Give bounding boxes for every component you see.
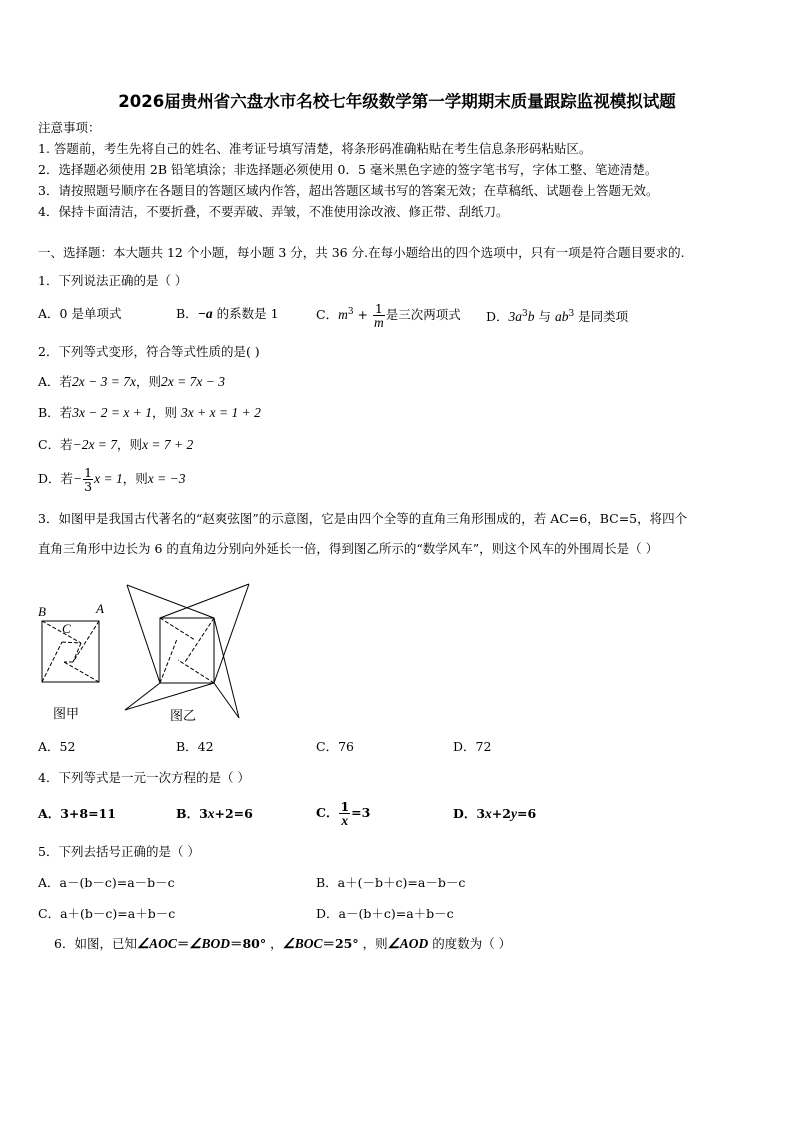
q2-option-b: B．若3x − 2 = x + 1，则 3x + x = 1 + 2 — [38, 405, 261, 420]
q3-option-b: B．42 — [176, 739, 214, 754]
figure-yi — [125, 584, 249, 718]
caption-jia: 图甲 — [53, 707, 80, 722]
q5-option-d: D．a－(b＋c)=a＋b－c — [316, 906, 454, 921]
page-title: 2026届贵州省六盘水市名校七年级数学第一学期期末质量跟踪监视模拟试题 — [118, 92, 676, 111]
q1-option-a: A．0 是单项式 — [38, 306, 122, 321]
label-c: C — [62, 621, 71, 636]
q6-stem: 6．如图，已知∠AOC＝∠BOD＝80° ，∠BOC＝25° ，则∠AOD 的度数为（ ） — [54, 936, 512, 951]
q4-option-a: A．3+8=11 — [38, 806, 116, 821]
q3-option-c: C．76 — [316, 739, 354, 754]
q1-option-b: B．−a 的系数是 1 — [176, 306, 279, 321]
notice-item-4: 4．保持卡面清洁，不要折叠，不要弄破、弄皱，不准使用涂改液、修正带、刮纸刀。 — [38, 204, 509, 219]
q4-stem: 4．下列等式是一元一次方程的是（ ） — [38, 770, 250, 785]
q3-stem-line-2: 直角三角形中边长为 6 的直角边分别向外延长一倍，得到图乙所示的“数学风车”，则这个风车的外围周长是（ ） — [38, 541, 659, 556]
q5-option-a: A．a－(b－c)=a－b－c — [38, 875, 175, 890]
q5-stem: 5．下列去括号正确的是（ ） — [38, 844, 200, 859]
q2-option-d: D．若− $\frac{1}{3}$ x = 1，则x = −3 — [38, 465, 186, 494]
q3-option-d: D．72 — [453, 739, 492, 754]
q2-option-c: C．若−2x = 7，则x = 7 + 2 — [38, 437, 194, 452]
q3-stem-line-1: 3．如图甲是我国古代著名的“赵爽弦图”的示意图，它是由四个全等的直角三角形围成的，若 AC=6，BC=5，将四个 — [38, 511, 688, 526]
q2-stem: 2．下列等式变形，符合等式性质的是( ) — [38, 344, 260, 359]
notice-item-1: 1. 答题前，考生先将自己的姓名、准考证号填写清楚，将条形码准确粘贴在考生信息条形码粘贴区。 — [38, 141, 592, 156]
q3-option-a: A．52 — [38, 739, 76, 754]
q2-option-a: A．若2x − 3 = 7x，则2x = 7x − 3 — [38, 374, 225, 389]
q5-option-b: B．a＋(－b＋c)=a－b－c — [316, 875, 466, 890]
notice-item-2: 2．选择题必须使用 2B 铅笔填涂；非选择题必须使用 0．5 毫米黑色字迹的签字笔书写，字体工整、笔迹清楚。 — [38, 162, 658, 177]
section-heading: 一、选择题：本大题共 12 个小题，每小题 3 分，共 36 分.在每小题给出的四个选项中，只有一项是符合题目要求的. — [38, 245, 685, 260]
q4-option-b: B．3x+2=6 — [176, 806, 253, 821]
q1-option-c: C．$m^3$ + $\frac{1}{m}$ 是三次两项式 — [316, 301, 461, 331]
q4-option-d: D．3x+2y=6 — [453, 806, 537, 821]
q1-option-d: D．$3a^3b$ 与 $ab^3$ 是同类项 — [486, 309, 629, 325]
q4-option-c: C． $\frac{1}{x}$ =3 — [316, 799, 371, 828]
q5-option-c: C．a＋(b－c)=a＋b－c — [38, 906, 176, 921]
notice-item-3: 3．请按照题号顺序在各题目的答题区域内作答，超出答题区域书写的答案无效；在草稿纸、试题卷上答题无效。 — [38, 183, 659, 198]
caption-yi: 图乙 — [170, 709, 197, 724]
q1-stem: 1．下列说法正确的是（ ） — [38, 273, 188, 288]
notice-heading: 注意事项： — [38, 120, 101, 135]
label-b: B — [38, 604, 46, 619]
label-a: A — [96, 601, 104, 616]
